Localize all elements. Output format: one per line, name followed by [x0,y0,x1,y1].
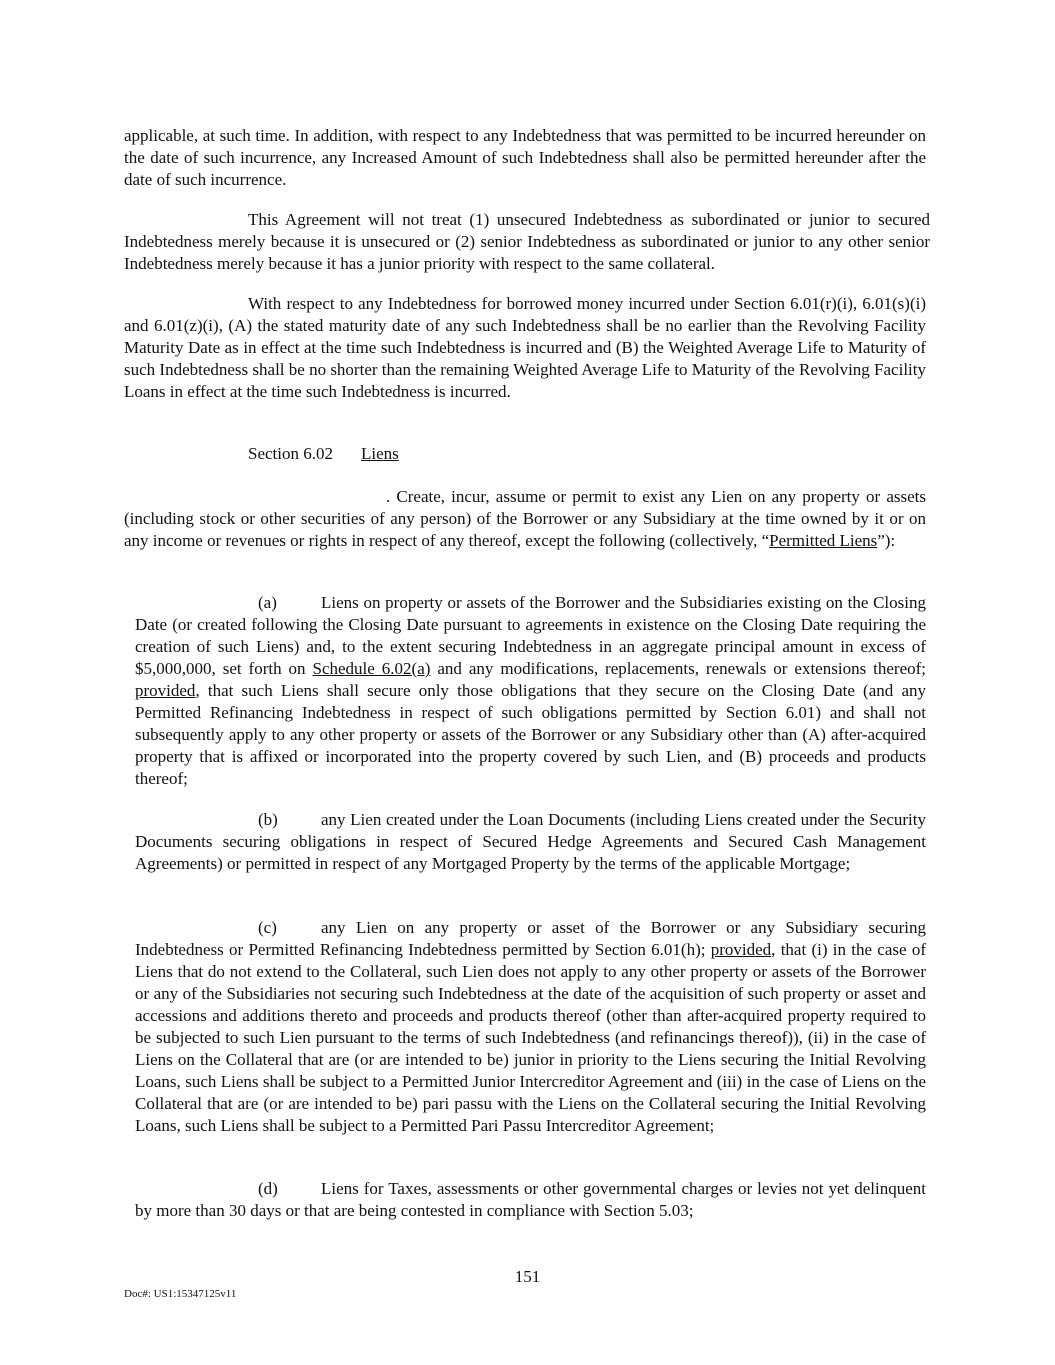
paragraph-maturity [124,293,926,403]
clause-d-text: Liens for Taxes, assessments or other governmental charges or levies not yet delinquent by more than 30 days or that are being contested in compliance with Section 5.03; [135,1179,926,1220]
defined-term-permitted-liens: Permitted Liens [769,531,878,550]
clause-a-text-1: Liens on property or assets of the Borrower and the Subsidiaries existing on the Closing Date (or created following the Closing Date pursuant to agreements in existence on the Closing Date requiring the creation of such Liens) and, to the extent securing Indebtedness in an aggregate principal amount in excess of $5,000,000, set forth on [135,593,926,678]
clause-a-provided: provided [135,681,196,700]
clause-b-text: any Lien created under the Loan Documents (including Liens created under the Security Documents securing obligations in respect of Secured Hedge Agreements and Secured Cash Management Agreements) or permitted in respect of any Mortgaged Property by the terms of the applicable Mortgage; [135,810,926,873]
clause-a-text-2: and any modifications, replacements, renewals or extensions thereof; [430,659,927,678]
paragraph-subordination-text: This Agreement will not treat (1) unsecured Indebtedness as subordinated or junior to secured Indebtedness merely because it is unsecured or (2) senior Indebtedness as subordinated or junior to any other senior Indebtedness merely because it has a junior priority with respect to the same collateral. [124,210,930,273]
document-id: Doc#: US1:15347125v11 [124,1288,237,1300]
section-number: Section 6.02 [248,444,333,463]
clause-b-label: (b) [258,810,278,829]
clause-a-label: (a) [258,593,277,612]
clause-c-provided: provided [710,940,772,959]
clause-a [135,592,926,790]
paragraph-maturity-text: With respect to any Indebtedness for borrowed money incurred under Section 6.01(r)(i), 6.01(s)(i) and 6.01(z)(i), (A) the stated maturity date of any such Indebtedness shall be no earlier than the Revolving Facility Maturity Date as in effect at the time such Indebtedness is incurred and (B) the Weighted Average Life to Maturity of such Indebtedness shall be no shorter than the remaining Weighted Average Life to Maturity of the Revolving Facility Loans in effect at the time such Indebtedness is incurred. [124,294,926,401]
clause-a-schedule-ref: Schedule 6.02(a) [312,659,431,678]
section-intro-before: . Create, incur, assume or permit to exist any Lien on any property or assets (including stock or other securities of any person) of the Borrower or any Subsidiary at the time owned by it or on any income or revenues or rights in respect of any thereof, except the following (collectively, “ [124,487,926,550]
paragraph-subordination [124,209,930,275]
clause-c-text-1: any Lien on any property or asset of the Borrower or any Subsidiary securing Indebtedness or Permitted Refinancing Indebtedness permitted by Section 6.01(h); [135,918,926,959]
section-intro [124,486,926,552]
page-number: 151 [514,1267,541,1286]
section-heading [248,443,399,465]
section-intro-after: ”): [877,531,896,550]
clause-b [135,809,926,875]
clause-c [135,917,926,1137]
clause-d [135,1178,926,1222]
section-title: Liens [361,444,399,463]
clause-c-text-2: , that (i) in the case of Liens that do not extend to the Collateral, such Lien does not apply to any other property or assets of the Borrower or any of the Subsidiaries not securing such Indebtedness at the date of the acquisition of such property or asset and accessions and additions thereto and proceeds and products thereof (other than after-acquired property required to be subjected to such Lien pursuant to the terms of such Indebtedness (and refinancings thereof)), (ii) in the case of Liens on the Collateral that are (or are intended to be) junior in priority to the Liens securing the Initial Revolving Loans, such Liens shall be subject to a Permitted Junior Intercreditor Agreement and (iii) in the case of Liens on the Collateral that are (or are intended to be) pari passu with the Liens on the Collateral securing the Initial Revolving Loans, such Liens shall be subject to a Permitted Pari Passu Intercreditor Agreement; [135,940,926,1135]
clause-a-text-3: , that such Liens shall secure only those obligations that they secure on the Closing Date (and any Permitted Refinancing Indebtedness in respect of such obligations permitted by Section 6.01) and shall not subsequently apply to any other property or assets of the Borrower or any Subsidiary other than (A) after-acquired property that is affixed or incorporated into the property covered by such Lien, and (B) proceeds and products thereof; [135,681,926,788]
clause-d-label: (d) [258,1179,278,1198]
clause-c-label: (c) [258,918,277,937]
paragraph-continuation: applicable, at such time. In addition, with respect to any Indebtedness that was permitted to be incurred hereunder on the date of such incurrence, any Increased Amount of such Indebtedness shall also be permitted hereunder after the date of such incurrence. [124,126,926,189]
